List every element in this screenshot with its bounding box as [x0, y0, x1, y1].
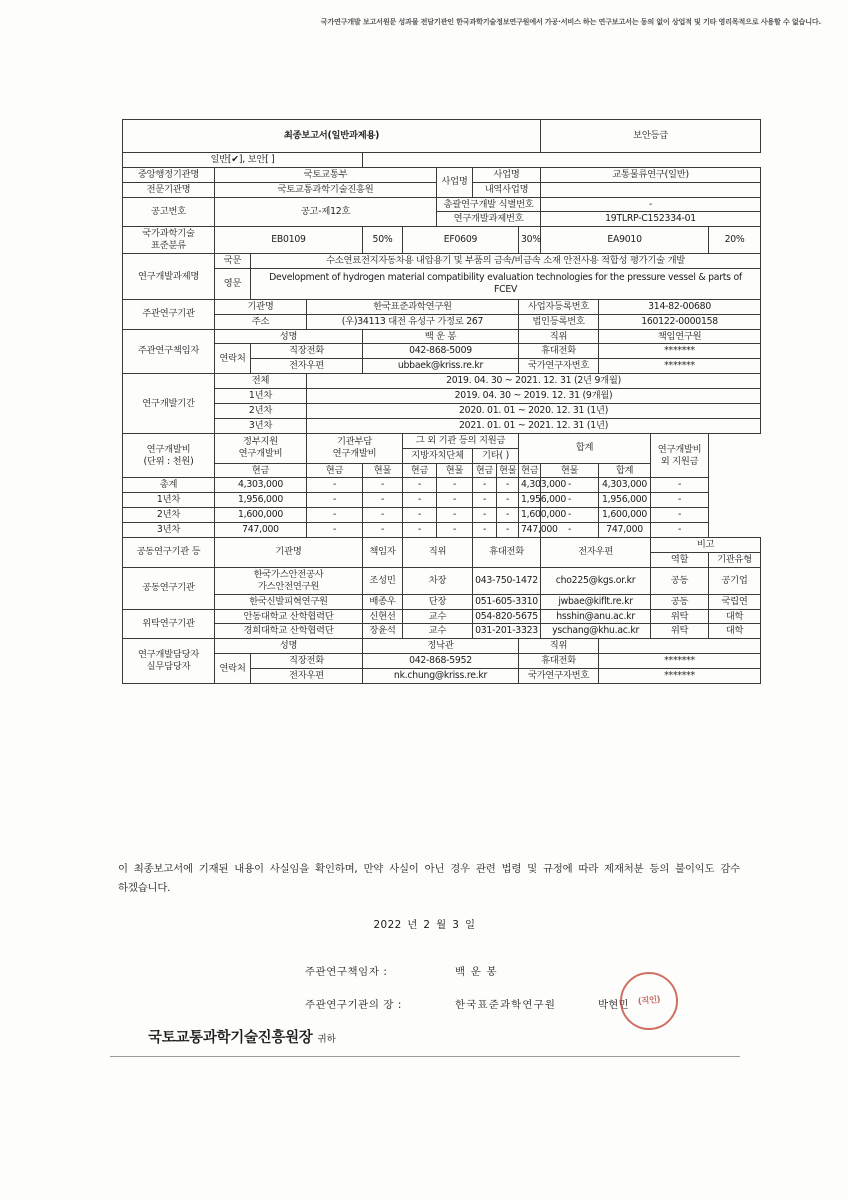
partners-col-manager: 책임자: [363, 538, 403, 568]
page-title: 최종보고서(일반과제용): [123, 120, 541, 153]
pi-mobile-label: 휴대전화: [519, 344, 599, 359]
classification-label-line1: 국가과학기술: [142, 228, 195, 240]
budget-col-org-line1: 기관부담: [337, 436, 372, 448]
bottom-divider: [110, 1056, 740, 1057]
budget-row: [123, 478, 761, 493]
staff-office-phone-label: 직장전화: [251, 654, 363, 669]
partner-manager: 조성민: [363, 567, 403, 594]
staff-email-label: 전자우편: [251, 669, 363, 684]
period-term-0: 전체: [215, 374, 307, 389]
project-title-ko-value: 수소연료전지자동차용 내압용기 및 부품의 금속/비금속 소재 안전사용 적합성 평가기술 개발: [251, 254, 761, 269]
staff-label-line2: 실무담당자: [146, 661, 191, 673]
staff-email-value: nk.chung@kriss.re.kr: [363, 669, 519, 684]
staff-label: [123, 639, 215, 684]
project-title-en-value: Development of hydrogen material compatibility evaluation technologies for the pressure vessel & parts of FCEV: [251, 269, 761, 300]
budget-org-inkind: -: [363, 508, 403, 523]
pi-contact-label: 연락처: [215, 344, 251, 374]
period-value-2: 2020. 01. 01 ~ 2020. 12. 31 (1년): [307, 404, 761, 419]
sub-program-value: [541, 182, 761, 197]
budget-sub-etc-cash: 현금: [473, 463, 497, 478]
official-seal-stamp-icon: [617, 969, 681, 1033]
staff-researcher-no-label: 국가연구자번호: [519, 669, 599, 684]
partner-name: 경희대학교 산학협력단: [215, 624, 363, 639]
budget-local-inkind: -: [437, 508, 473, 523]
partner-email: yschang@khu.ac.kr: [541, 624, 651, 639]
partner-name-line1: 한국가스안전공사: [253, 568, 324, 580]
budget-etc-cash: -: [473, 478, 497, 493]
period-value-1: 2019. 04. 30 ~ 2019. 12. 31 (9개월): [307, 389, 761, 404]
partner-role: 위탁: [651, 624, 709, 639]
org-head-signature-label: 주관연구기관의 장 :: [305, 999, 403, 1011]
program-label: 사업명: [473, 167, 541, 182]
partner-position: 교수: [403, 624, 473, 639]
partners-group-joint: 공동연구기관: [123, 567, 215, 609]
budget-local-cash: -: [403, 523, 437, 538]
budget-gov-cash: 4,303,000: [215, 478, 307, 493]
budget-term: 1년차: [123, 493, 215, 508]
project-title-label: 연구개발과제명: [123, 254, 215, 300]
budget-outside: -: [651, 523, 709, 538]
budget-local-cash: -: [403, 508, 437, 523]
classification-code-1: EB0109: [215, 227, 363, 254]
partner-mobile: 043-750-1472: [473, 567, 541, 594]
partner-email: hsshin@anu.ac.kr: [541, 609, 651, 624]
budget-col-gov-line2: 연구개발비: [238, 448, 283, 460]
partners-header-label: 공동연구기관 등: [123, 538, 215, 568]
partners-group-entrusted: 위탁연구기관: [123, 609, 215, 639]
partner-position: 차장: [403, 567, 473, 594]
partner-manager: 배종우: [363, 594, 403, 609]
partner-type: 공기업: [709, 567, 761, 594]
pi-name-value: 백 운 봉: [363, 329, 519, 344]
budget-col-other: 그 외 기관 등의 지원금: [403, 433, 519, 448]
specialized-agency-label: 전문기관명: [123, 182, 215, 197]
budget-etc-inkind: -: [497, 478, 519, 493]
budget-header-row-1: [123, 433, 761, 448]
period-term-1: 1년차: [215, 389, 307, 404]
budget-total-cash: 1,956,000: [519, 493, 541, 508]
budget-sub-total-sum: 합계: [599, 463, 651, 478]
budget-sub-total-inkind: 현물: [541, 463, 599, 478]
pi-researcher-no-label: 국가연구자번호: [519, 359, 599, 374]
partner-name: 한국신발피혁연구원: [215, 594, 363, 609]
pi-signature-name: 백 운 봉: [455, 966, 498, 978]
project-title-ko-label: 국문: [215, 254, 251, 269]
budget-total-cash: 1,600,000: [519, 508, 541, 523]
master-id-label: 총괄연구개발 식별번호: [437, 197, 541, 212]
budget-term: 총계: [123, 478, 215, 493]
main-table: [122, 119, 761, 684]
project-title-en-row: [123, 269, 761, 300]
partner-email: jwbae@kiflt.re.kr: [541, 594, 651, 609]
classification-row: [123, 227, 761, 254]
budget-total-cash: 4,303,000: [519, 478, 541, 493]
budget-etc-cash: -: [473, 508, 497, 523]
staff-name-label: 성명: [215, 639, 363, 654]
addressee-title: 국토교통과학기술진흥원장: [148, 1030, 313, 1046]
budget-total-cash: 747,000: [519, 523, 541, 538]
budget-local-cash: -: [403, 478, 437, 493]
security-grade-label: 보안등급: [541, 120, 761, 153]
budget-col-org: [307, 433, 403, 463]
table-row: [123, 624, 761, 639]
table-row: [123, 567, 761, 594]
partners-col-role: 역할: [651, 552, 709, 567]
partner-mobile: 031-201-3323: [473, 624, 541, 639]
staff-position-label: 직위: [519, 639, 599, 654]
pi-position-label: 직위: [519, 329, 599, 344]
classification-label: [123, 227, 215, 254]
budget-etc-cash: -: [473, 523, 497, 538]
pi-name-row: [123, 329, 761, 344]
org-head-org-name: 한국표준과학연구원: [455, 999, 557, 1011]
budget-col-gov-line1: 정부지원: [243, 436, 278, 448]
budget-sub-etc-inkind: 현물: [497, 463, 519, 478]
partners-col-position: 직위: [403, 538, 473, 568]
central-agency-label: 중앙행정기관명: [123, 167, 215, 182]
central-agency-row: [123, 167, 761, 182]
budget-sub-total-cash: 현금: [519, 463, 541, 478]
period-term-2: 2년차: [215, 404, 307, 419]
announcement-label: 공고번호: [123, 197, 215, 227]
budget-org-inkind: -: [363, 478, 403, 493]
seal-text: (직인): [637, 994, 661, 1007]
period-term-3: 3년차: [215, 418, 307, 433]
budget-row: [123, 523, 761, 538]
budget-col-org-line2: 연구개발비: [332, 448, 377, 460]
staff-researcher-no-value: *******: [599, 669, 761, 684]
partner-type: 대학: [709, 609, 761, 624]
security-row: [123, 152, 761, 167]
budget-sub-local-inkind: 현물: [437, 463, 473, 478]
pi-name-label: 성명: [215, 329, 363, 344]
budget-col-outside-line1: 연구개발비: [657, 443, 702, 455]
budget-total-sum: 1,956,000: [599, 493, 651, 508]
address-value: (우)34113 대전 유성구 가정로 267: [307, 314, 519, 329]
partner-email: cho225@kgs.or.kr: [541, 567, 651, 594]
budget-term: 3년차: [123, 523, 215, 538]
classification-pct-3: 20%: [709, 227, 761, 254]
lead-org-address-row: [123, 314, 761, 329]
central-agency-value: 국토교통부: [215, 167, 437, 182]
report-cover-table: [122, 119, 753, 684]
pi-office-phone-value: 042-868-5009: [363, 344, 519, 359]
staff-name-value: 정낙관: [363, 639, 519, 654]
budget-row: [123, 508, 761, 523]
budget-sub-org-cash: 현금: [307, 463, 363, 478]
budget-label-line2: (단위 : 천원): [143, 455, 194, 467]
budget-col-gov: [215, 433, 307, 463]
pi-email-value: ubbaek@kriss.re.kr: [363, 359, 519, 374]
period-row-1: [123, 389, 761, 404]
classification-code-2: EF0609: [403, 227, 519, 254]
period-value-3: 2021. 01. 01 ~ 2021. 12. 31 (1년): [307, 418, 761, 433]
budget-total-inkind: -: [541, 508, 599, 523]
pi-mobile-value: *******: [599, 344, 761, 359]
period-row-0: [123, 374, 761, 389]
addressee-suffix: 귀하: [317, 1034, 336, 1045]
budget-total-sum: 747,000: [599, 523, 651, 538]
staff-position-value: [599, 639, 761, 654]
announcement-row: [123, 197, 761, 212]
classification-code-3: EA9010: [541, 227, 709, 254]
partner-name: 안동대학교 산학협력단: [215, 609, 363, 624]
pi-signature-label: 주관연구책임자 :: [305, 966, 388, 978]
partner-mobile: 054-820-5675: [473, 609, 541, 624]
budget-local-inkind: -: [437, 523, 473, 538]
announcement-value: 공고-제12호: [215, 197, 437, 227]
corp-no-value: 160122-0000158: [599, 314, 761, 329]
partner-manager: 장윤석: [363, 624, 403, 639]
partner-mobile: 051-605-3310: [473, 594, 541, 609]
budget-term: 2년차: [123, 508, 215, 523]
table-row: [123, 609, 761, 624]
corp-no-label: 법인등록번호: [519, 314, 599, 329]
partner-type: 대학: [709, 624, 761, 639]
lead-org-name-label: 기관명: [215, 299, 307, 314]
partner-manager: 신현선: [363, 609, 403, 624]
declaration-text: 이 최종보고서에 기재된 내용이 사실임을 확인하며, 만약 사실이 아닌 경우 관련 법령 및 규정에 따라 제재처분 등의 불이익도 감수하겠습니다.: [118, 863, 740, 895]
period-value-0: 2019. 04. 30 ~ 2021. 12. 31 (2년 9개월): [307, 374, 761, 389]
budget-total-inkind: -: [541, 493, 599, 508]
partner-position: 단장: [403, 594, 473, 609]
partner-name-line2: 가스안전연구원: [257, 580, 320, 592]
budget-etc-inkind: -: [497, 523, 519, 538]
pi-researcher-no-value: *******: [599, 359, 761, 374]
budget-org-inkind: -: [363, 523, 403, 538]
lead-org-label: 주관연구기관: [123, 299, 215, 329]
staff-contact-label: 연락처: [215, 654, 251, 684]
budget-etc-inkind: -: [497, 493, 519, 508]
budget-col-outside-line2: 외 지원금: [660, 455, 699, 467]
classification-pct-1: 50%: [363, 227, 403, 254]
budget-gov-cash: 1,600,000: [215, 508, 307, 523]
period-label: 연구개발기간: [123, 374, 215, 434]
budget-label-line1: 연구개발비: [146, 443, 191, 455]
partner-type: 국립연: [709, 594, 761, 609]
partners-col-email: 전자우편: [541, 538, 651, 568]
budget-col-other-local: 지방자치단체: [403, 448, 473, 463]
budget-total-inkind: -: [541, 478, 599, 493]
budget-local-cash: -: [403, 493, 437, 508]
budget-etc-cash: -: [473, 493, 497, 508]
budget-outside: -: [651, 508, 709, 523]
period-row-2: [123, 404, 761, 419]
title-row: [123, 120, 761, 153]
master-id-value: -: [541, 197, 761, 212]
program-group-label: 사업명: [437, 167, 473, 197]
pi-office-phone-label: 직장전화: [251, 344, 363, 359]
partner-position: 교수: [403, 609, 473, 624]
security-grade-value[interactable]: 일반[✔], 보안[ ]: [123, 152, 363, 167]
budget-col-other-etc: 기타( ): [473, 448, 519, 463]
staff-office-phone-value: 042-868-5952: [363, 654, 519, 669]
staff-name-row: [123, 639, 761, 654]
budget-local-inkind: -: [437, 478, 473, 493]
budget-total-sum: 4,303,000: [599, 478, 651, 493]
staff-phone-row: [123, 654, 761, 669]
partners-col-note: 비고: [651, 538, 761, 553]
partner-name: [215, 567, 363, 594]
budget-col-total: 합계: [519, 433, 651, 463]
budget-sub-org-inkind: 현물: [363, 463, 403, 478]
period-row-3: [123, 418, 761, 433]
address-label: 주소: [215, 314, 307, 329]
declaration-date: 2022 년 2 월 3 일: [373, 919, 476, 931]
budget-total-inkind: -: [541, 523, 599, 538]
project-no-value: 19TLRP-C152334-01: [541, 212, 761, 227]
budget-org-cash: -: [307, 523, 363, 538]
partner-role: 위탁: [651, 609, 709, 624]
budget-gov-cash: 1,956,000: [215, 493, 307, 508]
classification-label-line2: 표준분류: [151, 240, 186, 252]
biz-no-label: 사업자등록번호: [519, 299, 599, 314]
staff-mobile-value: *******: [599, 654, 761, 669]
project-title-ko-row: [123, 254, 761, 269]
budget-org-cash: -: [307, 508, 363, 523]
project-no-label: 연구개발과제번호: [437, 212, 541, 227]
partners-col-type: 기관유형: [709, 552, 761, 567]
project-title-en-label: 영문: [215, 269, 251, 300]
budget-etc-inkind: -: [497, 508, 519, 523]
budget-sub-gov-cash: 현금: [215, 463, 307, 478]
budget-outside: -: [651, 493, 709, 508]
budget-org-cash: -: [307, 493, 363, 508]
staff-label-line1: 연구개발담당자: [137, 649, 200, 661]
budget-total-sum: 1,600,000: [599, 508, 651, 523]
program-value: 교통물류연구(일반): [541, 167, 761, 182]
partner-role: 공동: [651, 594, 709, 609]
org-head-name: 박현민: [598, 999, 629, 1011]
budget-outside: -: [651, 478, 709, 493]
pi-label: 주관연구책임자: [123, 329, 215, 374]
budget-label: [123, 433, 215, 478]
partners-header-row-1: [123, 538, 761, 553]
staff-mobile-label: 휴대전화: [519, 654, 599, 669]
specialized-agency-value: 국토교통과학기술진흥원: [215, 182, 437, 197]
biz-no-value: 314-82-00680: [599, 299, 761, 314]
pi-email-label: 전자우편: [251, 359, 363, 374]
lead-org-name-row: [123, 299, 761, 314]
budget-sub-local-cash: 현금: [403, 463, 437, 478]
copyright-notice: 국가연구개발 보고서원문 성과물 전담기관인 한국과학기술정보연구원에서 가공·서비스 하는 연구보고서는 동의 없이 상업적 및 기타 영리목적으로 사용할 수 없습니다.: [320, 17, 821, 26]
budget-org-inkind: -: [363, 493, 403, 508]
budget-local-inkind: -: [437, 493, 473, 508]
budget-col-outside: [651, 433, 709, 478]
classification-pct-2: 30%: [519, 227, 541, 254]
lead-org-name-value: 한국표준과학연구원: [307, 299, 519, 314]
budget-org-cash: -: [307, 478, 363, 493]
sub-program-label: 내역사업명: [473, 182, 541, 197]
partner-role: 공동: [651, 567, 709, 594]
pi-phone-row: [123, 344, 761, 359]
budget-row: [123, 493, 761, 508]
partners-col-name: 기관명: [215, 538, 363, 568]
partners-col-mobile: 휴대전화: [473, 538, 541, 568]
table-row: [123, 594, 761, 609]
budget-gov-cash: 747,000: [215, 523, 307, 538]
pi-position-value: 책임연구원: [599, 329, 761, 344]
addressee-line: [148, 1026, 336, 1047]
